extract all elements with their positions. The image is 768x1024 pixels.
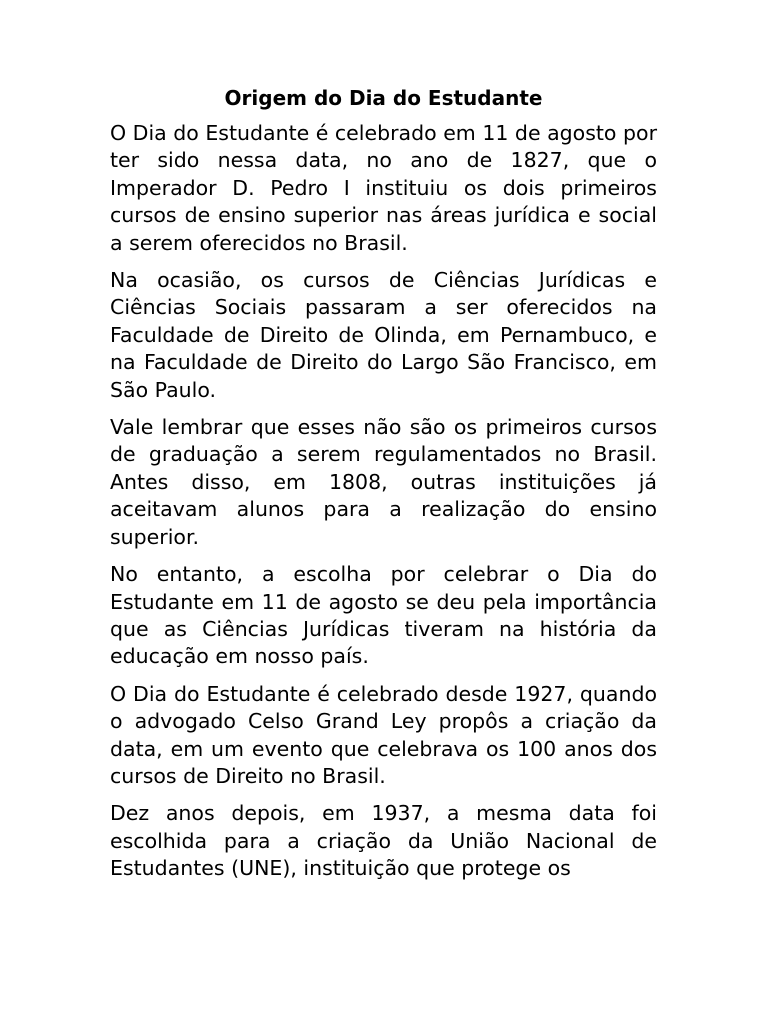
document-page xyxy=(110,84,657,893)
paragraph-6: Dez anos depois, em 1937, a mesma data foi escolhida para a criação da União Nacional de Estudantes (UNE), instituição que protege os xyxy=(110,801,657,881)
paragraph-3: Vale lembrar que esses não são os primeiros cursos de graduação a serem regulamentados no Brasil. Antes disso, em 1808, outras instituições já aceitavam alunos para a realização do ensino superior. xyxy=(110,415,657,549)
document-title: Origem do Dia do Estudante xyxy=(224,86,543,110)
paragraph-4: No entanto, a escolha por celebrar o Dia do Estudante em 11 de agosto se deu pela importância que as Ciências Jurídicas tiveram na história da educação em nosso país. xyxy=(110,562,657,669)
paragraph-5: O Dia do Estudante é celebrado desde 1927, quando o advogado Celso Grand Ley propôs a criação da data, em um evento que celebrava os 100 anos dos cursos de Direito no Brasil. xyxy=(110,681,657,788)
paragraph-2: Na ocasião, os cursos de Ciências Jurídicas e Ciências Sociais passaram a ser oferecidos na Faculdade de Direito de Olinda, em Pernambuco, e na Faculdade de Direito do Largo São Francisco, em São Paulo. xyxy=(110,268,657,402)
paragraph-1: O Dia do Estudante é celebrado em 11 de agosto por ter sido nessa data, no ano de 1827, que o Imperador D. Pedro I instituiu os dois primeiros cursos de ensino superior nas áreas jurídica e social a serem oferecidos no Brasil. xyxy=(110,121,657,255)
